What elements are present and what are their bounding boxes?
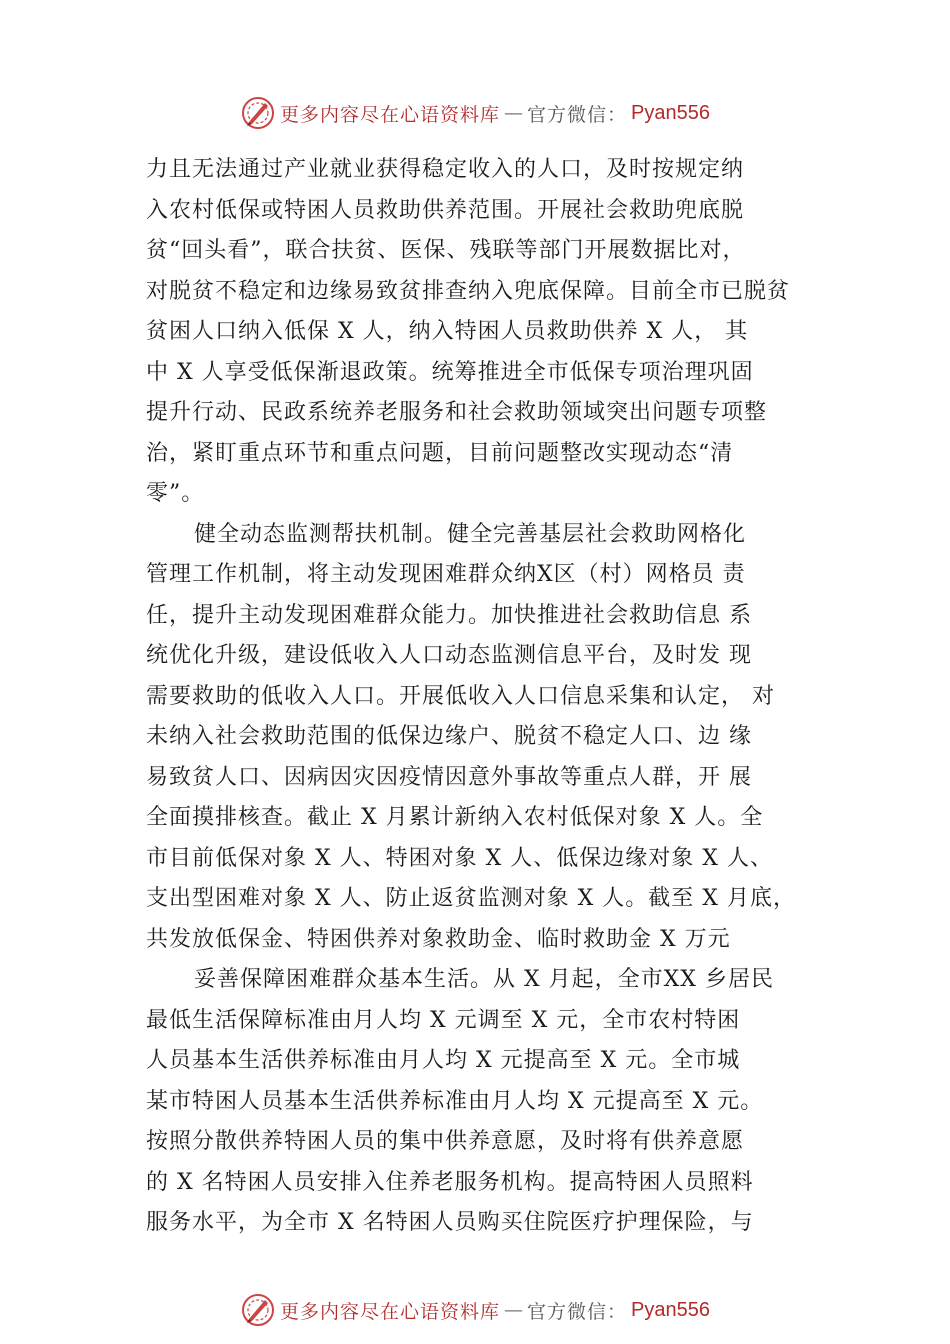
banner-wechat-label: 官方微信： bbox=[527, 1300, 628, 1323]
text-line: 贫“回头看”，联合扶贫、医保、残联等部门开展数据比对， bbox=[146, 238, 746, 263]
text-line: 统优化升级，建设低收入人口动态监测信息平台，及时发 现 bbox=[146, 643, 752, 668]
text-line: 人员基本生活供养标准由月人均 X 元提高至 X 元。全市城 bbox=[146, 1048, 741, 1073]
document-body bbox=[146, 150, 834, 1244]
text-line: 的 X 名特困人员安排入住养老服务机构。提高特困人员照料 bbox=[146, 1169, 754, 1195]
text-line: 某市特困人员基本生活供养标准由月人均 X 元提高至 X 元。 bbox=[146, 1088, 764, 1114]
text-line: 市目前低保对象 X 人、特困对象 X 人、低保边缘对象 X 人、 bbox=[146, 845, 773, 871]
text-line: 服务水平，为全市 X 名特困人员购买住院医疗护理保险，与 bbox=[146, 1210, 754, 1235]
text-line: 任，提升主动发现困难群众能力。加快推进社会救助信息 系 bbox=[146, 602, 752, 628]
banner-wechat-id: Pyan556 bbox=[631, 101, 710, 124]
header-banner bbox=[0, 95, 950, 131]
text-line: 易致贫人口、因病因灾因疫情因意外事故等重点人群，开 展 bbox=[146, 764, 752, 790]
banner-title: 更多内容尽在心语资料库 bbox=[280, 103, 501, 126]
text-line: 入农村低保或特困人员救助供养范围。开展社会救助兜底脱 bbox=[146, 197, 745, 223]
text-line: 支出型困难对象 X 人、防止返贫监测对象 X 人。截至 X 月底， bbox=[146, 886, 796, 911]
text-line: 按照分散供养特困人员的集中供养意愿，及时将有供养意愿 bbox=[146, 1129, 745, 1154]
text-line: 全面摸排核查。截止 X 月累计新纳入农村低保对象 X 人。全 bbox=[146, 805, 764, 830]
text-line: 最低生活保障标准由月人均 X 元调至 X 元，全市农村特困 bbox=[146, 1007, 741, 1033]
text-line: 管理工作机制，将主动发现困难群众纳X区（村）网格员 责 bbox=[146, 562, 746, 587]
banner-separator: — bbox=[504, 1299, 524, 1321]
text-line: 需要救助的低收入人口。开展低收入人口信息采集和认定， 对 bbox=[146, 683, 775, 709]
text-line: 贫困人口纳入低保 X 人，纳入特困人员救助供养 X 人， 其 bbox=[146, 319, 749, 344]
paragraph-start-line: 健全动态监测帮扶机制。健全完善基层社会救助网格化 bbox=[194, 521, 747, 547]
text-line: 共发放低保金、特困供养对象救助金、临时救助金 X 万元 bbox=[146, 926, 731, 952]
logo-icon bbox=[240, 1292, 276, 1328]
text-line: 对脱贫不稳定和边缘易致贫排查纳入兜底保障。目前全市已脱贫 bbox=[146, 278, 791, 304]
banner-wechat-label: 官方微信： bbox=[527, 103, 628, 126]
text-line: 零”。 bbox=[146, 481, 205, 506]
text-line: 中 X 人享受低保渐退政策。统筹推进全市低保专项治理巩固 bbox=[146, 359, 754, 385]
text-line: 力且无法通过产业就业获得稳定收入的人口，及时按规定纳 bbox=[146, 157, 745, 182]
banner-wechat-id: Pyan556 bbox=[631, 1298, 710, 1321]
banner-separator: — bbox=[504, 102, 524, 124]
text-line: 提升行动、民政系统养老服务和社会救助领域突出问题专项整 bbox=[146, 400, 768, 425]
banner-title: 更多内容尽在心语资料库 bbox=[280, 1300, 501, 1323]
logo-icon bbox=[240, 95, 276, 131]
footer-banner bbox=[0, 1292, 950, 1328]
text-line: 治，紧盯重点环节和重点问题，目前问题整改实现动态“清 bbox=[146, 440, 734, 466]
paragraph-start-line: 妥善保障困难群众基本生活。从 X 月起，全市XX 乡居民 bbox=[194, 967, 774, 992]
text-line: 未纳入社会救助范围的低保边缘户、脱贫不稳定人口、边 缘 bbox=[146, 724, 752, 749]
